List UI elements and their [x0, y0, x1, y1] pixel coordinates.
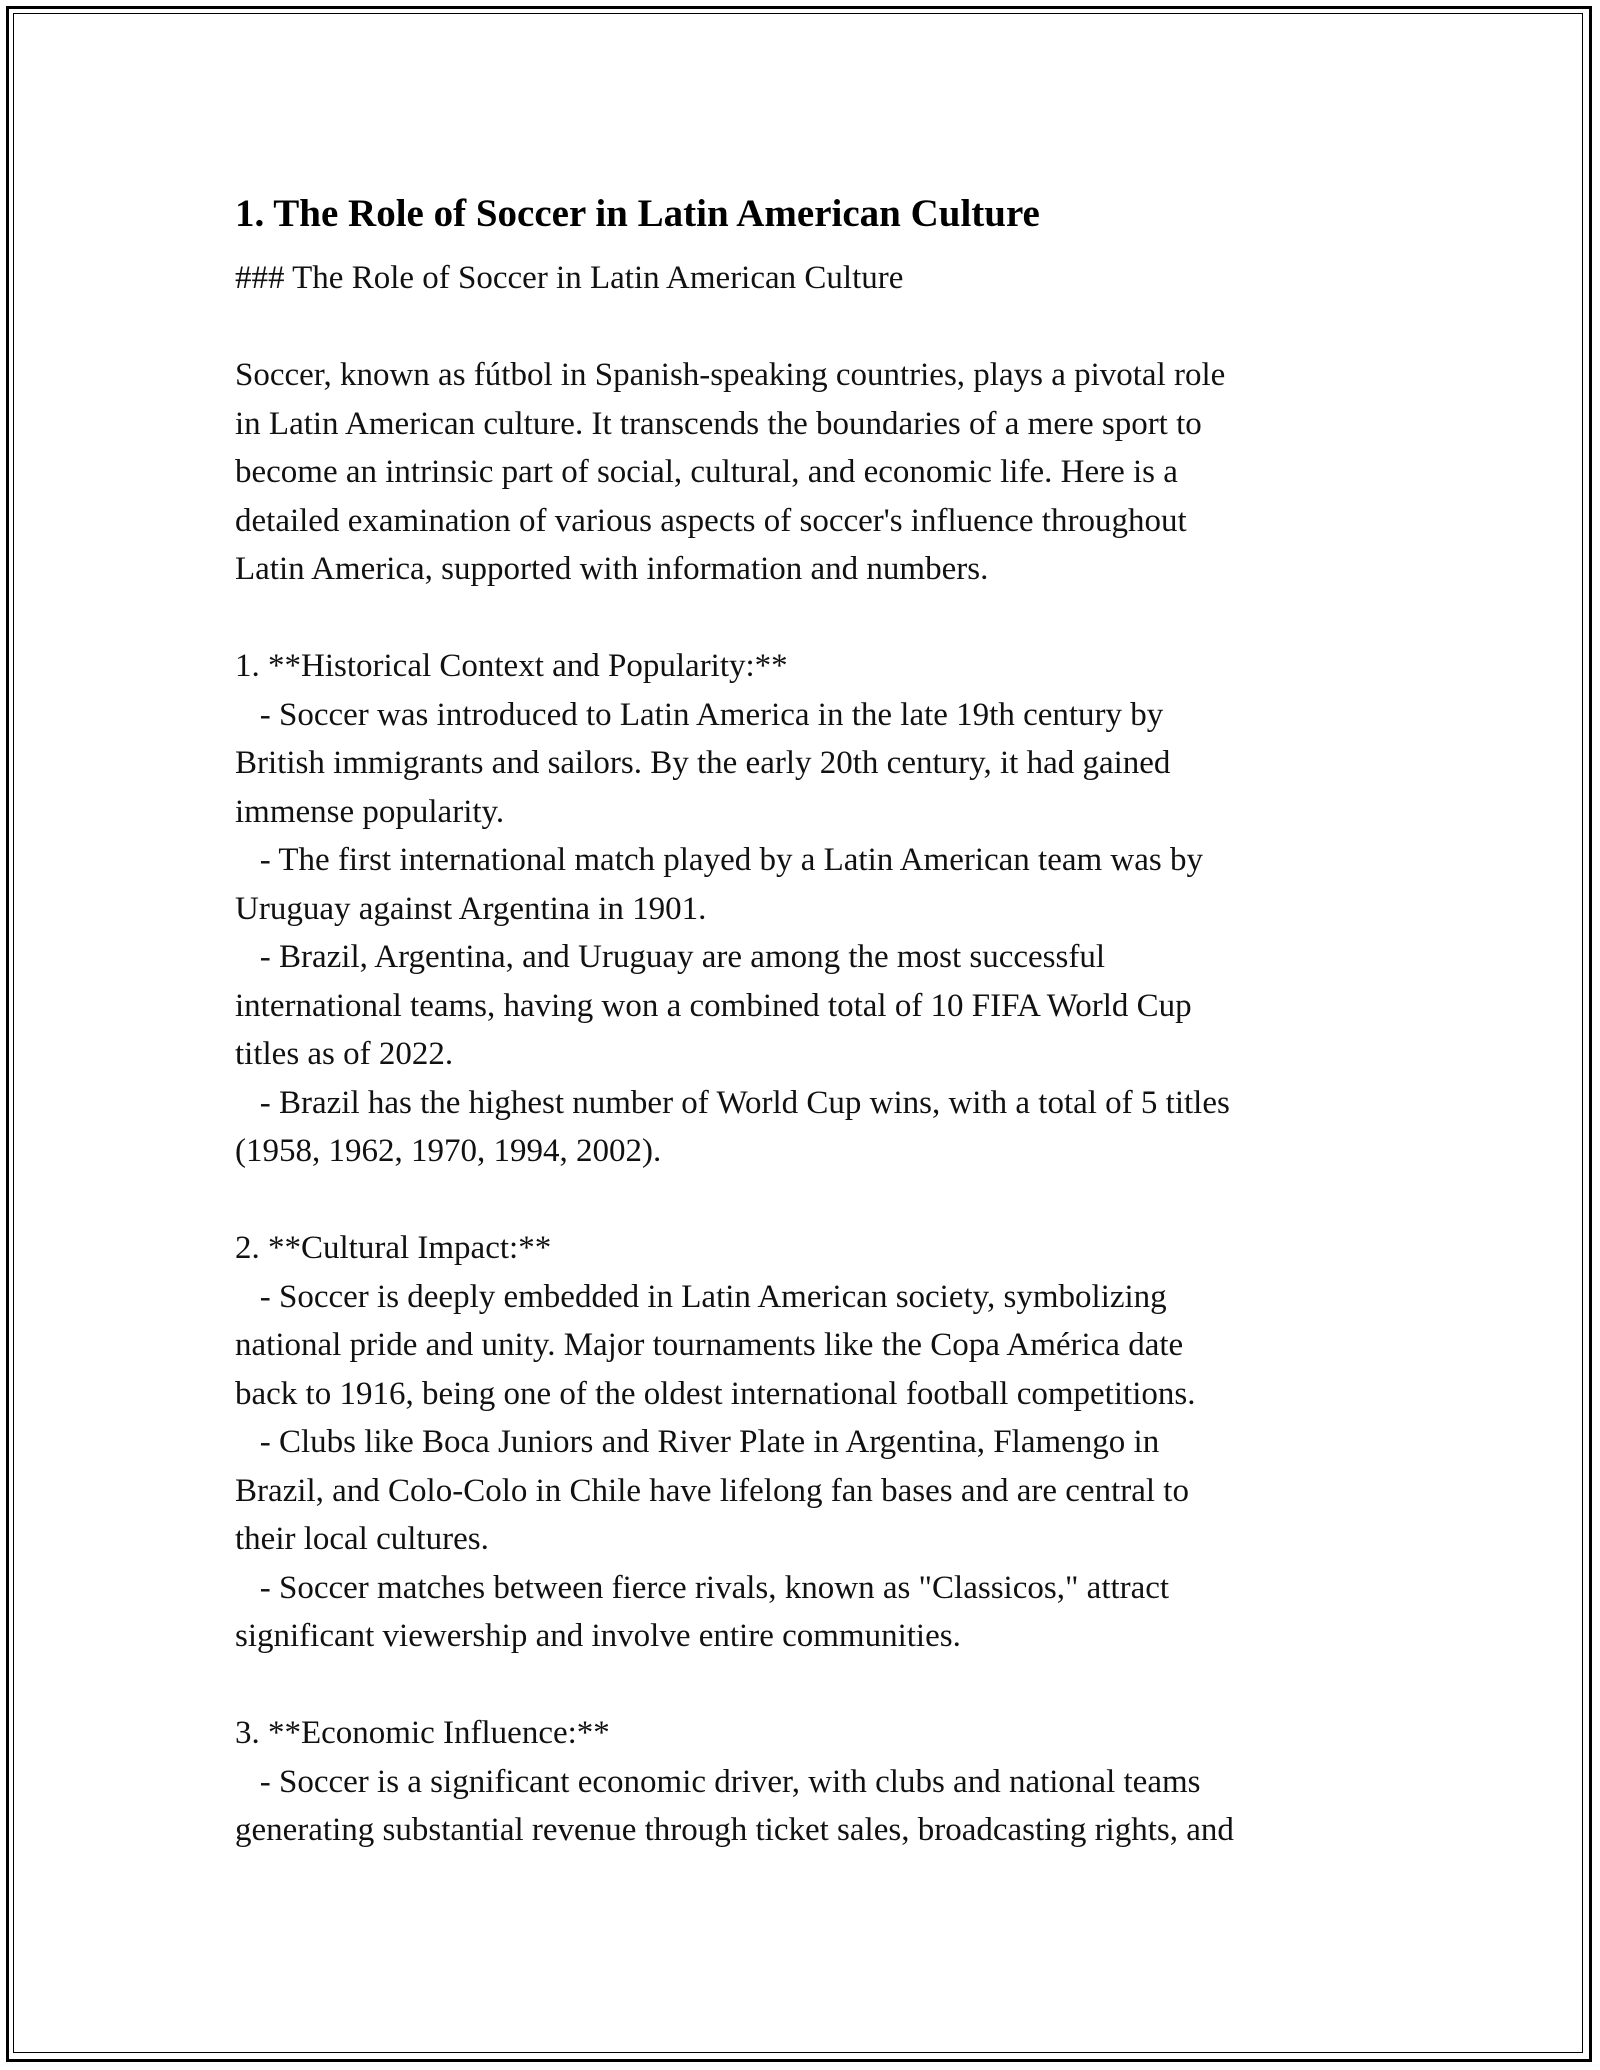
text-line: titles as of 2022. [235, 1036, 454, 1072]
document-title: 1. The Role of Soccer in Latin American Culture [235, 192, 1040, 235]
text-line: - Brazil, Argentina, and Uruguay are among the most successful [235, 939, 1105, 975]
text-line: become an intrinsic part of social, cultural, and economic life. Here is a [235, 454, 1178, 490]
section-heading: 2. **Cultural Impact:** [235, 1230, 552, 1266]
section-historical-context [235, 642, 1365, 1176]
text-line: back to 1916, being one of the oldest international football competitions. [235, 1375, 1196, 1412]
spacer [235, 1661, 1365, 1710]
text-line: (1958, 1962, 1970, 1994, 2002). [235, 1133, 662, 1169]
spacer [235, 594, 1365, 643]
text-line: generating substantial revenue through ticket sales, broadcasting rights, and [235, 1812, 1234, 1848]
subheading: ### The Role of Soccer in Latin American Culture [235, 260, 904, 296]
text-line: - The first international match played by a Latin American team was by [235, 842, 1203, 878]
text-line: Uruguay against Argentina in 1901. [235, 890, 707, 927]
text-line: Latin America, supported with information and numbers. [235, 551, 989, 587]
text-line: - Brazil has the highest number of World Cup wins, with a total of 5 titles [235, 1084, 1230, 1121]
text-line: - Clubs like Boca Juniors and River Plate in Argentina, Flamengo in [235, 1424, 1160, 1460]
section-cultural-impact [235, 1224, 1365, 1661]
text-line: their local cultures. [235, 1521, 489, 1557]
text-line: British immigrants and sailors. By the early 20th century, it had gained [235, 745, 1171, 781]
spacer [235, 1176, 1365, 1225]
text-line: in Latin American culture. It transcends the boundaries of a mere sport to [235, 405, 1202, 442]
intro-paragraph [235, 351, 1365, 594]
document-body [235, 188, 1365, 1855]
text-line: international teams, having won a combined total of 10 FIFA World Cup [235, 987, 1192, 1024]
text-line: Brazil, and Colo-Colo in Chile have lifelong fan bases and are central to [235, 1472, 1189, 1509]
section-heading: 3. **Economic Influence:** [235, 1715, 610, 1751]
text-line: Soccer, known as fútbol in Spanish-speaking countries, plays a pivotal role [235, 357, 1226, 393]
text-line: - Soccer matches between fierce rivals, known as "Classicos," attract [235, 1569, 1170, 1606]
text-line: - Soccer is deeply embedded in Latin American society, symbolizing [235, 1278, 1167, 1315]
text-line: - Soccer was introduced to Latin America in the late 19th century by [235, 696, 1164, 733]
text-line: - Soccer is a significant economic driver, with clubs and national teams [235, 1763, 1201, 1800]
spacer [235, 303, 1365, 352]
text-line: national pride and unity. Major tournaments like the Copa América date [235, 1327, 1184, 1363]
text-line: significant viewership and involve entire communities. [235, 1618, 961, 1654]
text-line: detailed examination of various aspects of soccer's influence throughout [235, 502, 1187, 539]
section-economic-influence [235, 1709, 1365, 1855]
text-line: immense popularity. [235, 793, 505, 830]
section-heading: 1. **Historical Context and Popularity:** [235, 648, 788, 684]
